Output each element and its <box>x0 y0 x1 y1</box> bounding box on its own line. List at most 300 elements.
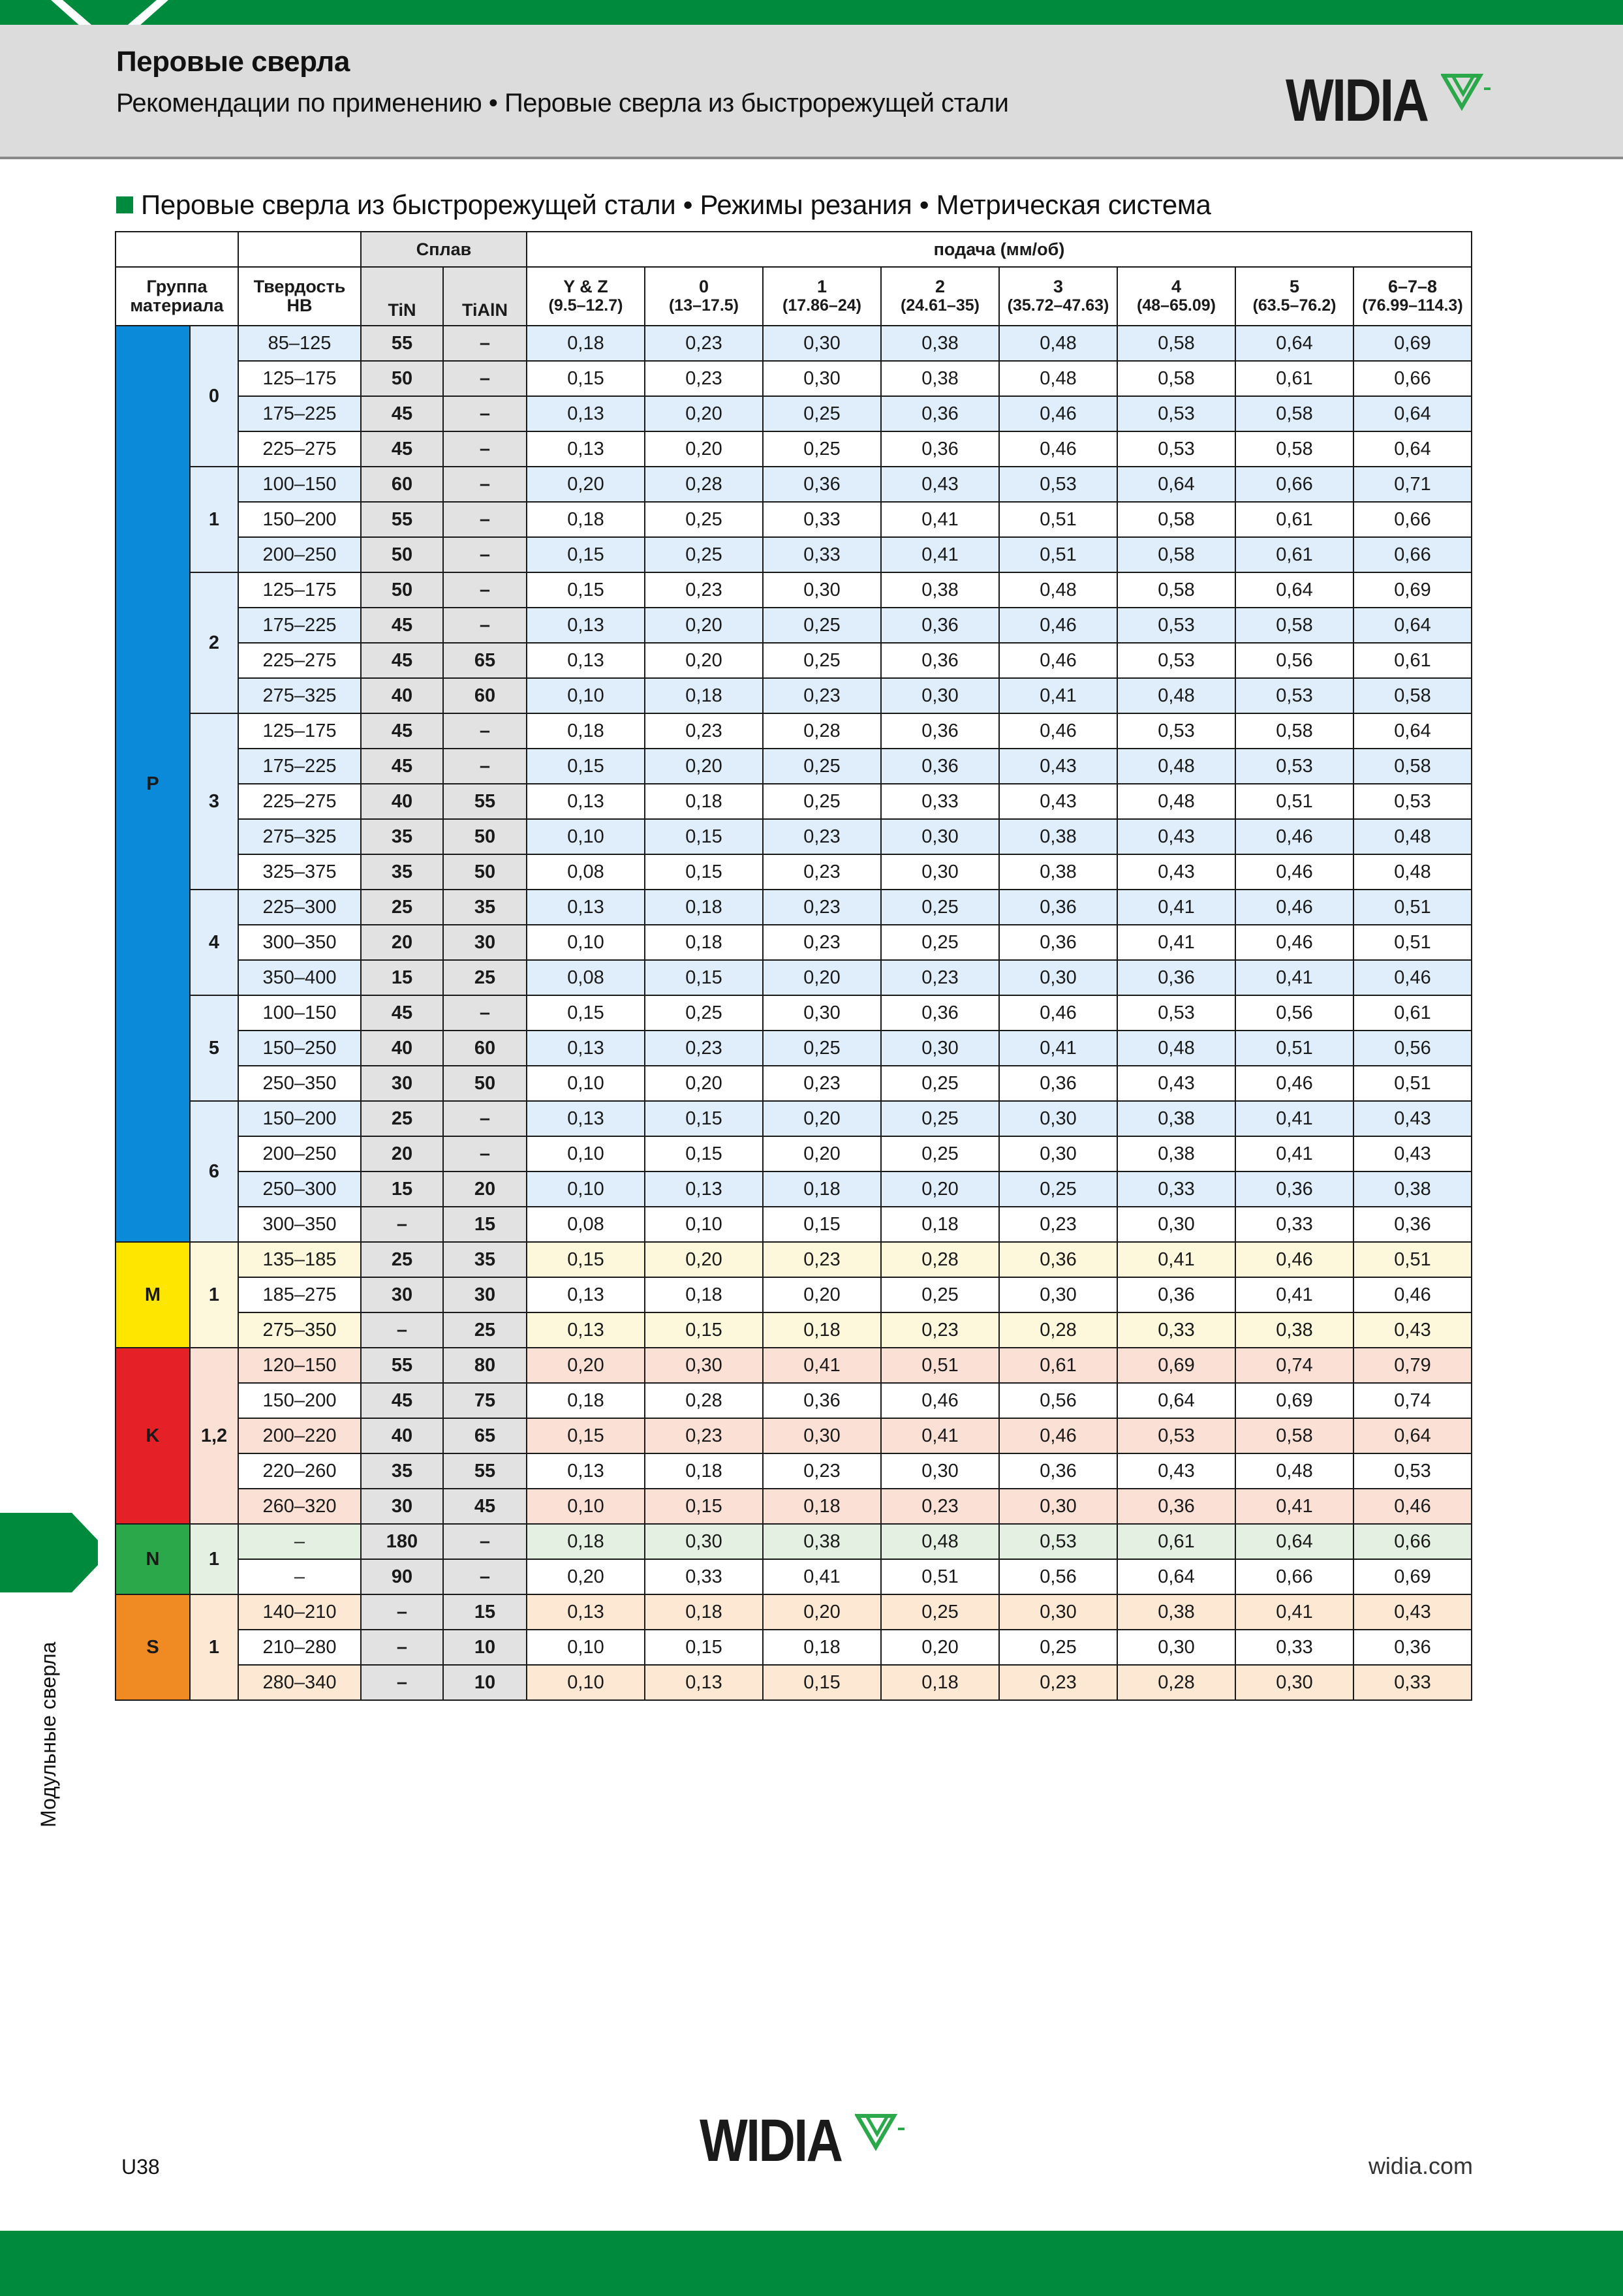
feed-value-cell: 0,58 <box>1117 502 1235 537</box>
feed-value-cell: 0,66 <box>1353 502 1472 537</box>
feed-value-cell: 0,20 <box>763 1277 881 1312</box>
feed-value-cell: 0,61 <box>1353 995 1472 1031</box>
tin-cell: 45 <box>361 608 443 643</box>
tialn-cell: – <box>443 572 527 608</box>
tialn-cell: 10 <box>443 1665 527 1700</box>
tialn-cell: 25 <box>443 960 527 995</box>
hardness-cell: 125–175 <box>238 713 361 749</box>
feed-value-cell: 0,15 <box>645 1630 763 1665</box>
feed-value-cell: 0,20 <box>645 1066 763 1101</box>
table-row <box>116 1066 1472 1101</box>
logo-triangle-icon <box>1441 73 1493 116</box>
feed-value-cell: 0,28 <box>1117 1665 1235 1700</box>
feed-value-cell: 0,46 <box>1353 1489 1472 1524</box>
feed-value-cell: 0,43 <box>999 784 1117 819</box>
table-row <box>116 1524 1472 1559</box>
header-size-range: (35.72–47.63) <box>1007 296 1109 315</box>
feed-value-cell: 0,15 <box>763 1665 881 1700</box>
feed-value-cell: 0,41 <box>1235 1136 1353 1171</box>
feed-value-cell: 0,18 <box>645 784 763 819</box>
feed-value-cell: 0,23 <box>645 713 763 749</box>
feed-value-cell: 0,64 <box>1117 1383 1235 1418</box>
feed-value-cell: 0,43 <box>881 467 999 502</box>
feed-value-cell: 0,41 <box>1235 1489 1353 1524</box>
hardness-cell: 100–150 <box>238 995 361 1031</box>
feed-value-cell: 0,43 <box>1117 854 1235 890</box>
feed-value-cell: 0,10 <box>527 1489 645 1524</box>
table-row <box>116 1594 1472 1630</box>
table-row <box>116 608 1472 643</box>
tin-cell: 25 <box>361 1242 443 1277</box>
feed-value-cell: 0,25 <box>645 995 763 1031</box>
feed-value-cell: 0,69 <box>1117 1348 1235 1383</box>
feed-value-cell: 0,53 <box>999 467 1117 502</box>
table-row <box>116 1453 1472 1489</box>
hardness-cell: 250–350 <box>238 1066 361 1101</box>
feed-value-cell: 0,69 <box>1353 572 1472 608</box>
hardness-cell: 135–185 <box>238 1242 361 1277</box>
feed-value-cell: 0,51 <box>1353 925 1472 960</box>
table-row <box>116 1277 1472 1312</box>
feed-value-cell: 0,51 <box>1353 890 1472 925</box>
feed-value-cell: 0,15 <box>527 749 645 784</box>
hardness-cell: 260–320 <box>238 1489 361 1524</box>
feed-value-cell: 0,48 <box>1117 784 1235 819</box>
tialn-cell: – <box>443 537 527 572</box>
table-row <box>116 1101 1472 1136</box>
table-row <box>116 960 1472 995</box>
table-header-row <box>116 232 1472 267</box>
feed-value-cell: 0,41 <box>1235 960 1353 995</box>
feed-value-cell: 0,10 <box>645 1207 763 1242</box>
tin-cell: 15 <box>361 1171 443 1207</box>
feed-value-cell: 0,46 <box>1235 1242 1353 1277</box>
feed-value-cell: 0,36 <box>881 995 999 1031</box>
header-size-name: 6–7–8 <box>1387 277 1438 296</box>
tialn-cell: – <box>443 1559 527 1594</box>
feed-value-cell: 0,23 <box>763 1242 881 1277</box>
table-row <box>116 1630 1472 1665</box>
tialn-cell: – <box>443 1101 527 1136</box>
feed-value-cell: 0,64 <box>1235 572 1353 608</box>
tialn-cell: – <box>443 608 527 643</box>
feed-value-cell: 0,18 <box>527 713 645 749</box>
tin-cell: 45 <box>361 749 443 784</box>
feed-value-cell: 0,23 <box>999 1665 1117 1700</box>
feed-value-cell: 0,36 <box>881 643 999 678</box>
tin-cell: 40 <box>361 784 443 819</box>
feed-value-cell: 0,28 <box>645 467 763 502</box>
feed-value-cell: 0,10 <box>527 1665 645 1700</box>
table-row <box>116 678 1472 713</box>
feed-value-cell: 0,43 <box>1353 1136 1472 1171</box>
feed-value-cell: 0,28 <box>881 1242 999 1277</box>
feed-value-cell: 0,13 <box>527 1101 645 1136</box>
tialn-cell: 50 <box>443 819 527 854</box>
feed-value-cell: 0,36 <box>1353 1630 1472 1665</box>
feed-value-cell: 0,36 <box>763 467 881 502</box>
material-group-k: K <box>116 1348 190 1524</box>
feed-value-cell: 0,08 <box>527 1207 645 1242</box>
tialn-cell: 30 <box>443 925 527 960</box>
hardness-cell: 125–175 <box>238 572 361 608</box>
footer-logo-triangle-icon <box>855 2113 907 2156</box>
tin-cell: 50 <box>361 537 443 572</box>
header-logo <box>1286 67 1493 134</box>
feed-value-cell: 0,43 <box>1117 1066 1235 1101</box>
header-blank <box>116 232 238 267</box>
feed-value-cell: 0,20 <box>645 396 763 431</box>
table-row <box>116 1136 1472 1171</box>
feed-value-cell: 0,23 <box>881 1312 999 1348</box>
feed-value-cell: 0,53 <box>1117 396 1235 431</box>
feed-value-cell: 0,20 <box>645 431 763 467</box>
feed-value-cell: 0,18 <box>881 1207 999 1242</box>
feed-value-cell: 0,18 <box>645 1453 763 1489</box>
feed-value-cell: 0,43 <box>999 749 1117 784</box>
feed-value-cell: 0,46 <box>999 396 1117 431</box>
table-row <box>116 713 1472 749</box>
feed-value-cell: 0,15 <box>645 854 763 890</box>
table-row <box>116 326 1472 361</box>
feed-value-cell: 0,30 <box>1117 1630 1235 1665</box>
feed-value-cell: 0,64 <box>1235 1524 1353 1559</box>
hardness-cell: 275–325 <box>238 819 361 854</box>
feed-value-cell: 0,33 <box>645 1559 763 1594</box>
feed-value-cell: 0,51 <box>881 1559 999 1594</box>
tialn-cell: – <box>443 749 527 784</box>
feed-value-cell: 0,15 <box>645 819 763 854</box>
feed-value-cell: 0,28 <box>763 713 881 749</box>
feed-value-cell: 0,20 <box>645 643 763 678</box>
top-band <box>0 0 1623 25</box>
feed-value-cell: 0,38 <box>999 819 1117 854</box>
hardness-cell: 225–275 <box>238 431 361 467</box>
feed-value-cell: 0,41 <box>1235 1101 1353 1136</box>
feed-value-cell: 0,36 <box>999 890 1117 925</box>
feed-value-cell: 0,46 <box>999 713 1117 749</box>
feed-value-cell: 0,20 <box>763 1136 881 1171</box>
feed-value-cell: 0,30 <box>999 1277 1117 1312</box>
material-subgroup: 3 <box>190 713 238 890</box>
feed-value-cell: 0,38 <box>881 361 999 396</box>
feed-value-cell: 0,23 <box>645 1031 763 1066</box>
feed-value-cell: 0,64 <box>1117 467 1235 502</box>
feed-value-cell: 0,69 <box>1353 326 1472 361</box>
tialn-cell: 55 <box>443 1453 527 1489</box>
header-group-line1: Группа <box>146 277 208 296</box>
hardness-cell: 85–125 <box>238 326 361 361</box>
tin-cell: 35 <box>361 854 443 890</box>
feed-value-cell: 0,23 <box>645 572 763 608</box>
header-size-range: (76.99–114.3) <box>1362 296 1463 315</box>
tialn-cell: – <box>443 995 527 1031</box>
header-size <box>763 267 881 326</box>
feed-value-cell: 0,66 <box>1353 1524 1472 1559</box>
feed-value-cell: 0,15 <box>527 1418 645 1453</box>
header-size-range: (13–17.5) <box>668 296 739 315</box>
tialn-cell: 35 <box>443 1242 527 1277</box>
feed-value-cell: 0,25 <box>881 925 999 960</box>
feed-value-cell: 0,15 <box>527 537 645 572</box>
header-size <box>1235 267 1353 326</box>
feed-value-cell: 0,23 <box>999 1207 1117 1242</box>
feed-value-cell: 0,20 <box>763 960 881 995</box>
feed-value-cell: 0,13 <box>527 643 645 678</box>
hardness-cell: 350–400 <box>238 960 361 995</box>
feed-value-cell: 0,61 <box>1235 361 1353 396</box>
feed-value-cell: 0,51 <box>1353 1066 1472 1101</box>
feed-value-cell: 0,15 <box>645 1312 763 1348</box>
feed-value-cell: 0,41 <box>1117 925 1235 960</box>
feed-value-cell: 0,36 <box>881 396 999 431</box>
feed-value-cell: 0,30 <box>881 1031 999 1066</box>
feed-value-cell: 0,53 <box>999 1524 1117 1559</box>
header-size-name: Y & Z <box>563 277 608 296</box>
feed-value-cell: 0,53 <box>1117 608 1235 643</box>
feed-value-cell: 0,30 <box>1117 1207 1235 1242</box>
feed-value-cell: 0,30 <box>881 678 999 713</box>
logo-text: WIDIA <box>1286 67 1428 134</box>
tialn-cell: 10 <box>443 1630 527 1665</box>
table-row <box>116 502 1472 537</box>
feed-value-cell: 0,13 <box>527 1453 645 1489</box>
tialn-cell: – <box>443 502 527 537</box>
feed-value-cell: 0,30 <box>763 361 881 396</box>
feed-value-cell: 0,20 <box>881 1171 999 1207</box>
feed-value-cell: 0,36 <box>999 1453 1117 1489</box>
feed-value-cell: 0,30 <box>763 1418 881 1453</box>
feed-value-cell: 0,25 <box>881 890 999 925</box>
tin-cell: – <box>361 1630 443 1665</box>
header-blank <box>238 232 361 267</box>
tin-cell: 50 <box>361 361 443 396</box>
header-tin: TiN <box>361 267 443 326</box>
tialn-cell: 30 <box>443 1277 527 1312</box>
feed-value-cell: 0,38 <box>1353 1171 1472 1207</box>
hardness-cell: 275–350 <box>238 1312 361 1348</box>
tialn-cell: 60 <box>443 678 527 713</box>
feed-value-cell: 0,43 <box>1353 1101 1472 1136</box>
hardness-cell: 250–300 <box>238 1171 361 1207</box>
feed-value-cell: 0,30 <box>645 1524 763 1559</box>
feed-value-cell: 0,23 <box>881 1489 999 1524</box>
feed-value-cell: 0,48 <box>1353 819 1472 854</box>
feed-value-cell: 0,64 <box>1353 713 1472 749</box>
header-size <box>999 267 1117 326</box>
feed-value-cell: 0,25 <box>763 608 881 643</box>
feed-value-cell: 0,46 <box>881 1383 999 1418</box>
feed-value-cell: 0,30 <box>645 1348 763 1383</box>
feed-value-cell: 0,58 <box>1353 749 1472 784</box>
tialn-cell: 75 <box>443 1383 527 1418</box>
feed-value-cell: 0,38 <box>999 854 1117 890</box>
material-subgroup: 1,2 <box>190 1348 238 1524</box>
table-row <box>116 1559 1472 1594</box>
feed-value-cell: 0,69 <box>1235 1383 1353 1418</box>
tialn-cell: 80 <box>443 1348 527 1383</box>
tialn-cell: 60 <box>443 1031 527 1066</box>
feed-value-cell: 0,36 <box>881 749 999 784</box>
feed-value-cell: 0,23 <box>763 1066 881 1101</box>
section-title-text: Перовые сверла из быстрорежущей стали • Режимы резания • Метрическая система <box>141 189 1211 220</box>
tialn-cell: 55 <box>443 784 527 819</box>
material-subgroup: 4 <box>190 890 238 995</box>
feed-value-cell: 0,64 <box>1353 431 1472 467</box>
feed-value-cell: 0,46 <box>999 608 1117 643</box>
material-subgroup: 5 <box>190 995 238 1101</box>
feed-value-cell: 0,36 <box>1117 1277 1235 1312</box>
feed-value-cell: 0,10 <box>527 1136 645 1171</box>
table-row <box>116 1207 1472 1242</box>
feed-value-cell: 0,23 <box>763 1453 881 1489</box>
feed-value-cell: 0,64 <box>1353 608 1472 643</box>
feed-value-cell: 0,46 <box>1235 819 1353 854</box>
material-group-m: M <box>116 1242 190 1348</box>
feed-value-cell: 0,30 <box>763 326 881 361</box>
side-tab-label: Модульные сверла <box>37 1641 60 1827</box>
table-row <box>116 819 1472 854</box>
feed-value-cell: 0,48 <box>881 1524 999 1559</box>
hardness-cell: 300–350 <box>238 925 361 960</box>
feed-value-cell: 0,36 <box>1117 960 1235 995</box>
header-hardness <box>238 267 361 326</box>
feed-value-cell: 0,18 <box>763 1489 881 1524</box>
material-subgroup: 6 <box>190 1101 238 1242</box>
material-subgroup: 1 <box>190 1594 238 1700</box>
feed-value-cell: 0,23 <box>763 678 881 713</box>
feed-value-cell: 0,18 <box>527 1524 645 1559</box>
feed-value-cell: 0,25 <box>645 502 763 537</box>
tin-cell: 25 <box>361 890 443 925</box>
tin-cell: 40 <box>361 678 443 713</box>
header-hardness-line2: HB <box>286 296 313 315</box>
feed-value-cell: 0,66 <box>1235 467 1353 502</box>
hardness-cell: 120–150 <box>238 1348 361 1383</box>
feed-value-cell: 0,18 <box>645 1594 763 1630</box>
tin-cell: 25 <box>361 1101 443 1136</box>
table-header-row <box>116 267 1472 326</box>
table-row <box>116 467 1472 502</box>
feed-value-cell: 0,23 <box>763 854 881 890</box>
feed-value-cell: 0,08 <box>527 854 645 890</box>
header-size-range: (48–65.09) <box>1137 296 1216 315</box>
feed-value-cell: 0,53 <box>1117 995 1235 1031</box>
header-material-group <box>116 267 238 326</box>
feed-value-cell: 0,53 <box>1117 1418 1235 1453</box>
feed-value-cell: 0,58 <box>1353 678 1472 713</box>
feed-value-cell: 0,43 <box>1117 1453 1235 1489</box>
feed-value-cell: 0,36 <box>1117 1489 1235 1524</box>
tin-cell: 60 <box>361 467 443 502</box>
material-group-s: S <box>116 1594 190 1700</box>
feed-value-cell: 0,41 <box>1235 1277 1353 1312</box>
hardness-cell: 300–350 <box>238 1207 361 1242</box>
hardness-cell: 210–280 <box>238 1630 361 1665</box>
feed-value-cell: 0,20 <box>763 1594 881 1630</box>
table-row <box>116 431 1472 467</box>
feed-value-cell: 0,36 <box>881 713 999 749</box>
material-group-p: P <box>116 326 190 1242</box>
table-row <box>116 925 1472 960</box>
feed-value-cell: 0,58 <box>1235 431 1353 467</box>
feed-value-cell: 0,18 <box>527 1383 645 1418</box>
feed-value-cell: 0,25 <box>881 1066 999 1101</box>
hardness-cell: 225–275 <box>238 643 361 678</box>
feed-value-cell: 0,25 <box>881 1136 999 1171</box>
feed-value-cell: 0,20 <box>527 1348 645 1383</box>
feed-value-cell: 0,38 <box>763 1524 881 1559</box>
feed-value-cell: 0,74 <box>1353 1383 1472 1418</box>
feed-value-cell: 0,23 <box>645 361 763 396</box>
hardness-cell: 185–275 <box>238 1277 361 1312</box>
feed-value-cell: 0,33 <box>1235 1630 1353 1665</box>
feed-value-cell: 0,23 <box>645 1418 763 1453</box>
hardness-cell: 275–325 <box>238 678 361 713</box>
feed-value-cell: 0,66 <box>1353 361 1472 396</box>
feed-value-cell: 0,41 <box>1117 1242 1235 1277</box>
feed-value-cell: 0,25 <box>763 1031 881 1066</box>
feed-value-cell: 0,64 <box>1117 1559 1235 1594</box>
tialn-cell: 65 <box>443 643 527 678</box>
header-size-name: 1 <box>816 277 827 296</box>
feed-value-cell: 0,46 <box>999 643 1117 678</box>
feed-value-cell: 0,18 <box>645 925 763 960</box>
feed-value-cell: 0,46 <box>1235 925 1353 960</box>
table-row <box>116 749 1472 784</box>
header-alloy: Сплав <box>361 232 527 267</box>
feed-value-cell: 0,46 <box>999 431 1117 467</box>
hardness-cell: 140–210 <box>238 1594 361 1630</box>
feed-value-cell: 0,48 <box>1235 1453 1353 1489</box>
tin-cell: 40 <box>361 1418 443 1453</box>
tin-cell: 35 <box>361 1453 443 1489</box>
tin-cell: 55 <box>361 1348 443 1383</box>
table-row <box>116 854 1472 890</box>
header-size-range: (63.5–76.2) <box>1252 296 1337 315</box>
feed-value-cell: 0,15 <box>645 1101 763 1136</box>
feed-value-cell: 0,58 <box>1235 396 1353 431</box>
feed-value-cell: 0,25 <box>763 749 881 784</box>
feed-value-cell: 0,36 <box>999 1066 1117 1101</box>
feed-value-cell: 0,18 <box>645 678 763 713</box>
feed-value-cell: 0,33 <box>763 537 881 572</box>
table-row <box>116 1312 1472 1348</box>
feed-value-cell: 0,20 <box>645 1242 763 1277</box>
header-size-name: 0 <box>698 277 709 296</box>
tialn-cell: 65 <box>443 1418 527 1453</box>
feed-value-cell: 0,41 <box>999 678 1117 713</box>
page-number: U38 <box>121 2155 160 2179</box>
feed-value-cell: 0,20 <box>645 749 763 784</box>
tin-cell: – <box>361 1594 443 1630</box>
material-group-n: N <box>116 1524 190 1594</box>
feed-value-cell: 0,25 <box>763 431 881 467</box>
feed-value-cell: 0,13 <box>645 1665 763 1700</box>
table-row <box>116 1171 1472 1207</box>
hardness-cell: 125–175 <box>238 361 361 396</box>
tin-cell: – <box>361 1312 443 1348</box>
material-subgroup: 0 <box>190 326 238 467</box>
hardness-cell: 200–220 <box>238 1418 361 1453</box>
hardness-cell: 225–300 <box>238 890 361 925</box>
tialn-cell: 25 <box>443 1312 527 1348</box>
feed-value-cell: 0,64 <box>1353 1418 1472 1453</box>
feed-value-cell: 0,48 <box>1117 749 1235 784</box>
website-link[interactable]: widia.com <box>1368 2152 1473 2179</box>
tialn-cell: – <box>443 1524 527 1559</box>
table-row <box>116 890 1472 925</box>
